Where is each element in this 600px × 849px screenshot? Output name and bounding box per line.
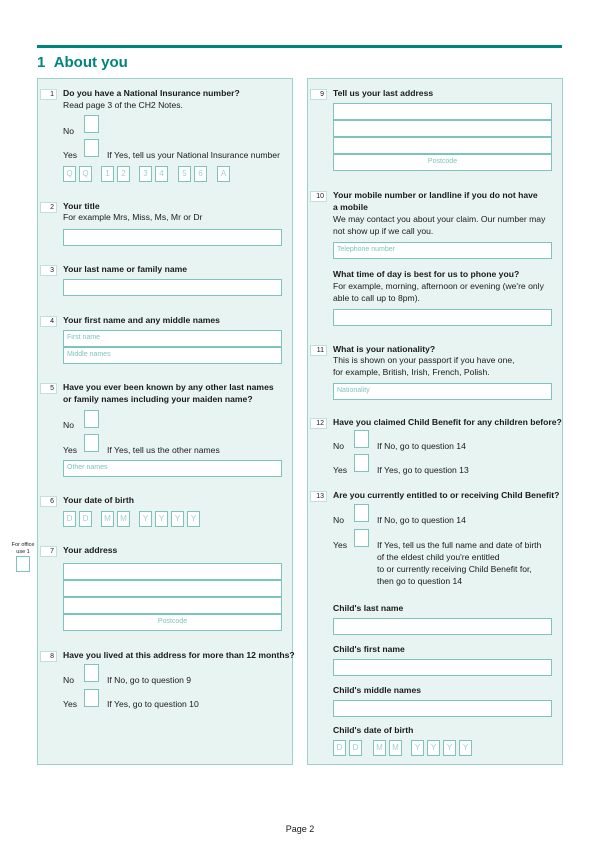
postcode-field[interactable]: Postcode [63,614,282,631]
yes-label: Yes [63,445,78,455]
question-help: For example, morning, afternoon or evening (we're only [333,281,544,291]
address-line-3[interactable] [63,597,282,614]
dob-box[interactable]: D [79,511,92,527]
yes-label: Yes [63,699,78,709]
no-note: If No, go to question 14 [377,441,466,451]
question-number: 3 [40,265,57,276]
child-dob-label: Child's date of birth [333,725,414,735]
yes-note: If Yes, tell us the full name and date of birth [377,540,542,550]
call-time-field[interactable] [333,309,552,326]
child-dob-box[interactable]: D [349,740,362,756]
question-number: 7 [40,546,57,557]
child-dob-box[interactable]: M [373,740,386,756]
no-checkbox[interactable] [84,664,99,682]
yes-note: of the eldest child you're entitled [377,552,500,562]
ni-box[interactable]: 3 [139,166,152,182]
question-label: Have you lived at this address for more than 12 months? [63,650,295,660]
page-number: Page 2 [285,824,315,834]
question-label: Your first name and any middle names [63,315,220,325]
yes-checkbox[interactable] [84,689,99,707]
ni-box[interactable]: Q [79,166,92,182]
question-number: 6 [40,496,57,507]
no-label: No [63,126,74,136]
no-label: No [333,441,344,451]
question-number: 12 [310,418,327,429]
question-sub-label: What time of day is best for us to phone you? [333,269,520,279]
question-label: or family names including your maiden name? [63,394,253,404]
ni-box[interactable]: 4 [155,166,168,182]
question-help: Read page 3 of the CH2 Notes. [63,100,183,110]
question-label: What is your nationality? [333,344,436,354]
other-names-field[interactable]: Other names [63,460,282,477]
question-label: a mobile [333,202,368,212]
telephone-field[interactable]: Telephone number [333,242,552,259]
dob-box[interactable]: Y [187,511,200,527]
question-label: Tell us your last address [333,88,434,98]
question-label: Your title [63,201,100,211]
child-last-name-field[interactable] [333,618,552,635]
no-checkbox[interactable] [354,504,369,522]
no-note: If No, go to question 14 [377,515,466,525]
question-label: Have you ever been known by any other last names [63,382,274,392]
question-number: 13 [310,491,327,502]
child-middle-names-label: Child's middle names [333,685,422,695]
yes-label: Yes [333,465,348,475]
yes-checkbox[interactable] [84,434,99,452]
dob-box[interactable]: Y [171,511,184,527]
question-number: 4 [40,316,57,327]
last-address-line-3[interactable] [333,137,552,154]
question-help: not show up if we call you. [333,226,434,236]
child-middle-names-field[interactable] [333,700,552,717]
child-dob-box[interactable]: Y [427,740,440,756]
ni-box[interactable]: Q [63,166,76,182]
address-line-2[interactable] [63,580,282,597]
office-use-label: For office use 1 [11,542,35,555]
question-number: 5 [40,383,57,394]
dob-box[interactable]: M [117,511,130,527]
middle-names-field[interactable]: Middle names [63,347,282,364]
no-note: If No, go to question 9 [107,675,192,685]
child-first-name-field[interactable] [333,659,552,676]
question-help: for example, British, Irish, French, Polish. [333,367,490,377]
question-label: Your date of birth [63,495,134,505]
question-number: 11 [310,345,327,356]
question-number: 1 [40,89,57,100]
child-dob-box[interactable]: M [389,740,402,756]
dob-box[interactable]: Y [155,511,168,527]
dob-box[interactable]: Y [139,511,152,527]
first-name-field[interactable]: First name [63,330,282,347]
question-label: Have you claimed Child Benefit for any children before? [333,417,562,427]
yes-label: Yes [333,540,348,550]
section-title: 1 About you [37,54,128,71]
last-name-field[interactable] [63,279,282,296]
question-label: Your address [63,545,118,555]
ni-box[interactable]: 2 [117,166,130,182]
child-dob-box[interactable]: Y [411,740,424,756]
office-use-box [16,556,30,572]
yes-note: to or currently receiving Child Benefit for, [377,564,532,574]
ni-box[interactable]: A [217,166,230,182]
yes-label: Yes [63,150,78,160]
child-dob-box[interactable]: Y [443,740,456,756]
no-checkbox[interactable] [354,430,369,448]
question-label: Your mobile number or landline if you do not have [333,190,538,200]
address-line-1[interactable] [63,563,282,580]
yes-note: If Yes, tell us the other names [107,445,220,455]
question-number: 2 [40,202,57,213]
question-help: For example Mrs, Miss, Ms, Mr or Dr [63,212,203,222]
title-field[interactable] [63,229,282,246]
ni-box[interactable]: 5 [178,166,191,182]
no-label: No [63,420,74,430]
child-dob-box[interactable]: D [333,740,346,756]
question-help: We may contact you about your claim. Our number may [333,214,546,224]
yes-note: If Yes, go to question 13 [377,465,469,475]
question-number: 9 [310,89,327,100]
question-label: Are you currently entitled to or receiving Child Benefit? [333,490,560,500]
ni-box[interactable]: 1 [101,166,114,182]
yes-checkbox[interactable] [354,529,369,547]
no-label: No [63,675,74,685]
dob-box[interactable]: M [101,511,114,527]
question-number: 10 [310,191,327,202]
no-checkbox[interactable] [84,410,99,428]
question-help: This is shown on your passport if you have one, [333,355,515,365]
yes-note: then go to question 14 [377,576,463,586]
dob-box[interactable]: D [63,511,76,527]
nationality-field[interactable]: Nationality [333,383,552,400]
question-number: 8 [40,651,57,662]
last-address-line-1[interactable] [333,103,552,120]
last-postcode-field[interactable]: Postcode [333,154,552,171]
child-dob-box[interactable]: Y [459,740,472,756]
yes-checkbox[interactable] [354,454,369,472]
question-label: Your last name or family name [63,264,188,274]
child-last-name-label: Child's last name [333,603,404,613]
child-first-name-label: Child's first name [333,644,405,654]
ni-box[interactable]: 6 [194,166,207,182]
no-checkbox[interactable] [84,115,99,133]
no-label: No [333,515,344,525]
yes-checkbox[interactable] [84,139,99,157]
yes-note: If Yes, tell us your National Insurance number [107,150,280,160]
last-address-line-2[interactable] [333,120,552,137]
section-rule [37,45,562,48]
question-label: Do you have a National Insurance number? [63,88,240,98]
question-help: able to call up to 8pm). [333,293,420,303]
yes-note: If Yes, go to question 10 [107,699,199,709]
